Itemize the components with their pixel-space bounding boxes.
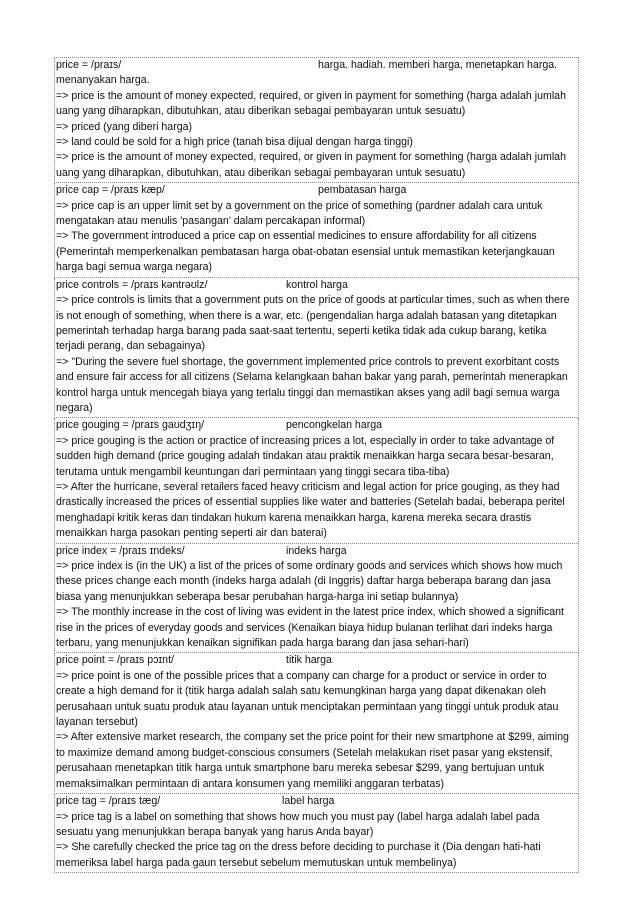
definition-line: => After the hurricane, several retailers faced heavy criticism and legal action for price gouging, as they had drastically increased the prices of essential supplies like water and batteries (Setelah badai, beberapa peritel menghadapi kritik keras dan tindakan hukum karena menaikkan harga, karena mereka secara drastis menaikkan harga pasokan penting seperti air dan baterai)	[56, 480, 565, 540]
entry-price-cap	[54, 183, 579, 277]
headword: price = /praɪs/	[56, 59, 122, 71]
dictionary-document	[54, 57, 579, 873]
definition-line: => The monthly increase in the cost of living was evident in the latest price index, which showed a significant rise in the prices of everyday goods and services (Kenaikan biaya hidup bulanan terlihat dari indeks harga terbaru, yang menunjukkan kenaikan signifikan pada harga barang dan jasa sehari-hari)	[56, 606, 564, 650]
translation: label harga	[282, 795, 335, 808]
definition-line: => price is the amount of money expected, required, or given in payment for something (harga adalah jumlah uang yang diharapkan, dibutuhkan, atau diberikan sebagai pembayaran untuk sesuatu)	[56, 151, 566, 179]
entry-price-point	[54, 653, 579, 794]
definition-line: => price point is one of the possible prices that a company can charge for a product or service in order to create a high demand for it (titik harga adalah salah satu kemungkinan harga yang dapat dikenakan oleh perusahaan untuk suatu produk atau layanan untuk menciptakan permintaan yang tinggi untuk produk atau layanan tersebut)	[56, 669, 559, 729]
entry-header	[56, 653, 578, 668]
definition-line: menanyakan harga.	[56, 74, 150, 87]
definition-line: => price cap is an upper limit set by a government on the price of something (pardner adalah cara untuk mengatakan atau menulis 'pasangan' dalam percakapan informal)	[56, 199, 543, 228]
definition-line: => priced (yang diberi harga)	[56, 120, 193, 133]
entry-price-gouging	[54, 418, 579, 543]
translation: pembatasan harga	[318, 184, 407, 197]
translation: indeks harga	[286, 544, 347, 557]
definition-line: => After extensive market research, the company set the price point for their new smartphone at $299, aiming to maximize demand among budget-conscious consumers (Setelah melakukan riset pasar yang ekstensif, perusahaan menetapkan titik harga untuk smartphone baru mereka sebesar $299, yang bertujuan untuk memaksimalkan permintaan di antara konsumen yang memiliki anggaran terbatas)	[56, 731, 569, 790]
headword: price controls = /praɪs kəntrəʊlz/	[56, 278, 208, 291]
entry-header	[56, 418, 578, 433]
definition-line: => The government introduced a price cap on essential medicines to ensure affordability for all citizens (Pemerintah memperkenalkan pembatasan harga obat-obatan esensial untuk memastikan keterjangkauan harga bagi semua warga negara)	[56, 230, 555, 274]
headword: price gouging = /praɪs ɡaʊdʒɪŋ/	[56, 419, 205, 432]
entry-header	[56, 278, 578, 293]
definition-line: => She carefully checked the price tag on the dress before deciding to purchase it (Dia dengan hati-hati memeriksa label harga pada gaun tersebut sebelum memutuskan untuk membelinya)	[56, 841, 541, 869]
entry-price	[54, 57, 579, 183]
definition-line: => price gouging is the action or practice of increasing prices a lot, especially in order to take advantage of sudden high demand (price gouging adalah tindakan atau praktik menaikkan harga secara besar-besaran, terutama untuk mengambil keuntungan dari permintaan yang tinggi secara tiba-tiba)	[56, 434, 555, 478]
entry-header	[56, 58, 578, 73]
translation: kontrol harga	[286, 278, 348, 291]
headword: price cap = /praɪs kæp/	[56, 184, 165, 197]
entry-price-controls	[54, 278, 579, 419]
entry-price-tag	[54, 794, 579, 873]
translation: titik harga	[286, 654, 332, 667]
entry-header	[56, 794, 578, 809]
headword: price tag = /praɪs tæɡ/	[56, 795, 161, 808]
entry-header	[56, 544, 578, 559]
translation: pencongkelan harga	[286, 419, 383, 432]
definition-line: => price index is (in the UK) a list of the prices of some ordinary goods and services which shows how much these prices change each month (indeks harga adalah (di Inggris) daftar harga beberapa barang dan jasa biasa yang menunjukkan seberapa besar perubahan harga-harga ini setiap bulannya)	[56, 560, 563, 603]
entry-price-index	[54, 544, 579, 654]
headword: price index = /praɪs ɪndeks/	[56, 544, 185, 557]
definition-line: => price controls is limits that a government puts on the price of goods at particular times, such as when there is not enough of something, when there is a war, etc. (pengendalian harga adalah batasan yang ditetapkan pemerintah terhadap harga barang pada saat-saat tertentu, seperti ketika tidak ada cukup barang, ketika terjadi perang, dan sebagainya)	[56, 294, 570, 353]
translation: harga. hadiah. memberi harga, menetapkan harga.	[318, 59, 558, 71]
entry-header	[56, 183, 578, 198]
definition-line: => price tag is a label on something that shows how much you must pay (label harga adalah label pada sesuatu yang menunjukkan berapa banyak yang harus Anda bayar)	[56, 810, 540, 838]
definition-line: => "During the severe fuel shortage, the government implemented price controls to prevent exorbitant costs and ensure fair access for all citizens (Selama kelangkaan bahan bakar yang parah, pemerintah menerapkan kontrol harga untuk mencegah biaya yang terlalu tinggi dan memastikan akses yang adil bagi semua warga negara)	[56, 355, 568, 414]
headword: price point = /praɪs pɔɪnt/	[56, 654, 174, 667]
definition-line: => price is the amount of money expected, required, or given in payment for something (harga adalah jumlah uang yang diharapkan, dibutuhkan, atau diberikan sebagai pembayaran untuk sesuatu)	[56, 89, 566, 118]
definition-line: => land could be sold for a high price (tanah bisa dijual dengan harga tinggi)	[56, 136, 413, 149]
